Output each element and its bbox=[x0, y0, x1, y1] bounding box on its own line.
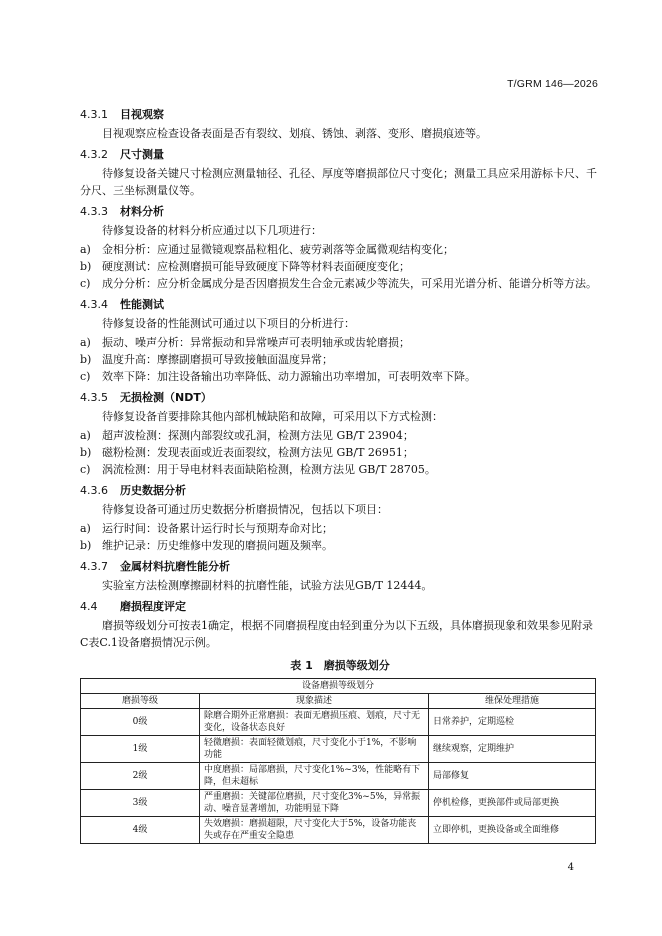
list-item: b) 磁粉检测：发现表面或近表面裂纹，检测方法见 GB/T 26951； bbox=[80, 446, 414, 459]
section-body: 目视观察应检查设备表面是否有裂纹、划痕、锈蚀、剥落、变形、磨损痕迹等。 bbox=[102, 127, 487, 140]
section-body: 待修复设备关键尺寸检测应测量轴径、孔径、厚度等磨损部位尺寸变化；测量工具应采用游标卡尺、千分尺、三坐标测量仪等。 bbox=[80, 167, 597, 197]
table-group-header: 设备磨损等级划分 bbox=[81, 679, 596, 694]
column-header: 磨损等级 bbox=[81, 694, 200, 709]
column-header: 维保处理措施 bbox=[429, 694, 596, 709]
table-row bbox=[81, 790, 596, 817]
table-row bbox=[81, 736, 596, 763]
page-number: 4 bbox=[567, 862, 574, 873]
table-cell: 1级 bbox=[81, 736, 200, 763]
table-cell: 继续观察，定期维护 bbox=[429, 736, 596, 763]
table-cell: 立即停机，更换设备或全面维修 bbox=[429, 817, 596, 844]
document-id: T/GRM 146—2026 bbox=[507, 78, 598, 90]
table-row bbox=[81, 763, 596, 790]
section-heading: 4.3.6 历史数据分析 bbox=[80, 484, 186, 497]
table-caption: 表 1 磨损等级划分 bbox=[290, 659, 390, 672]
list-item: c) 涡流检测：用于导电材料表面缺陷检测，检测方法见 GB/T 28705。 bbox=[80, 463, 436, 476]
section-body: 待修复设备可通过历史数据分析磨损情况，包括以下项目： bbox=[102, 503, 388, 516]
list-item: b) 维护记录：历史维修中发现的磨损问题及频率。 bbox=[80, 539, 333, 552]
list-item: c) 成分分析：应分析金属成分是否因磨损发生合金元素减少等流失，可采用光谱分析、能谱分析等方法。 bbox=[80, 277, 597, 290]
column-header: 现象描述 bbox=[200, 694, 429, 709]
section-heading: 4.3.3 材料分析 bbox=[80, 205, 164, 218]
table-cell: 0级 bbox=[81, 709, 200, 736]
section-body: 待修复设备的材料分析应通过以下几项进行： bbox=[102, 224, 322, 237]
table-cell: 严重磨损：关键部位磨损，尺寸变化3%~5%，异常振动、噪音显著增加，功能明显下降 bbox=[200, 790, 429, 817]
page-content bbox=[80, 104, 600, 844]
table-cell: 4级 bbox=[81, 817, 200, 844]
table-cell: 中度磨损：局部磨损，尺寸变化1%~3%，性能略有下降，但未超标 bbox=[200, 763, 429, 790]
list-item: a) 振动、噪声分析：异常振动和异常噪声可表明轴承或齿轮磨损； bbox=[80, 336, 410, 349]
table-cell: 3级 bbox=[81, 790, 200, 817]
table-cell: 2级 bbox=[81, 763, 200, 790]
section-heading: 4.3.5 无损检测（NDT） bbox=[80, 391, 212, 404]
table-cell: 除磨合期外正常磨损：表面无磨损压痕、划痕，尺寸无变化，设备状态良好 bbox=[200, 709, 429, 736]
section-heading: 4.3.7 金属材料抗磨性能分析 bbox=[80, 560, 230, 573]
wear-grade-table bbox=[80, 678, 596, 844]
table-row bbox=[81, 709, 596, 736]
section-body: 磨损等级划分可按表1确定，根据不同磨损程度由轻到重分为以下五级，具体磨损现象和效果参见附录C表C.1设备磨损情况示例。 bbox=[80, 619, 593, 649]
table-cell: 轻微磨损：表面轻微划痕，尺寸变化小于1%，不影响功能 bbox=[200, 736, 429, 763]
section-heading: 4.3.1 目视观察 bbox=[80, 108, 164, 121]
list-item: a) 运行时间：设备累计运行时长与预期寿命对比； bbox=[80, 522, 333, 535]
table-row bbox=[81, 817, 596, 844]
list-item: b) 硬度测试：应检测磨损可能导致硬度下降等材料表面硬度变化； bbox=[80, 260, 410, 273]
section-body: 待修复设备首要排除其他内部机械缺陷和故障，可采用以下方式检测： bbox=[102, 410, 443, 423]
table-cell: 失效磨损：磨损超限，尺寸变化大于5%，设备功能丧失或存在严重安全隐患 bbox=[200, 817, 429, 844]
table-cell: 日常养护，定期巡检 bbox=[429, 709, 596, 736]
list-item: b) 温度升高：摩擦副磨损可导致接触面温度异常； bbox=[80, 353, 333, 366]
table-cell: 局部修复 bbox=[429, 763, 596, 790]
list-item: a) 超声波检测：探测内部裂纹或孔洞，检测方法见 GB/T 23904； bbox=[80, 429, 414, 442]
section-heading: 4.3.2 尺寸测量 bbox=[80, 148, 164, 161]
list-item: c) 效率下降：加注设备输出功率降低、动力源输出功率增加，可表明效率下降。 bbox=[80, 370, 476, 383]
table-cell: 停机检修，更换部件或局部更换 bbox=[429, 790, 596, 817]
section-heading: 4.3.4 性能测试 bbox=[80, 298, 164, 311]
list-item: a) 金相分析：应通过显微镜观察晶粒粗化、疲劳剥落等金属微观结构变化； bbox=[80, 243, 454, 256]
section-body: 实验室方法检测摩擦副材料的抗磨性能，试验方法见GB/T 12444。 bbox=[102, 579, 433, 592]
section-heading: 4.4 磨损程度评定 bbox=[80, 600, 186, 613]
section-body: 待修复设备的性能测试可通过以下项目的分析进行： bbox=[102, 317, 355, 330]
